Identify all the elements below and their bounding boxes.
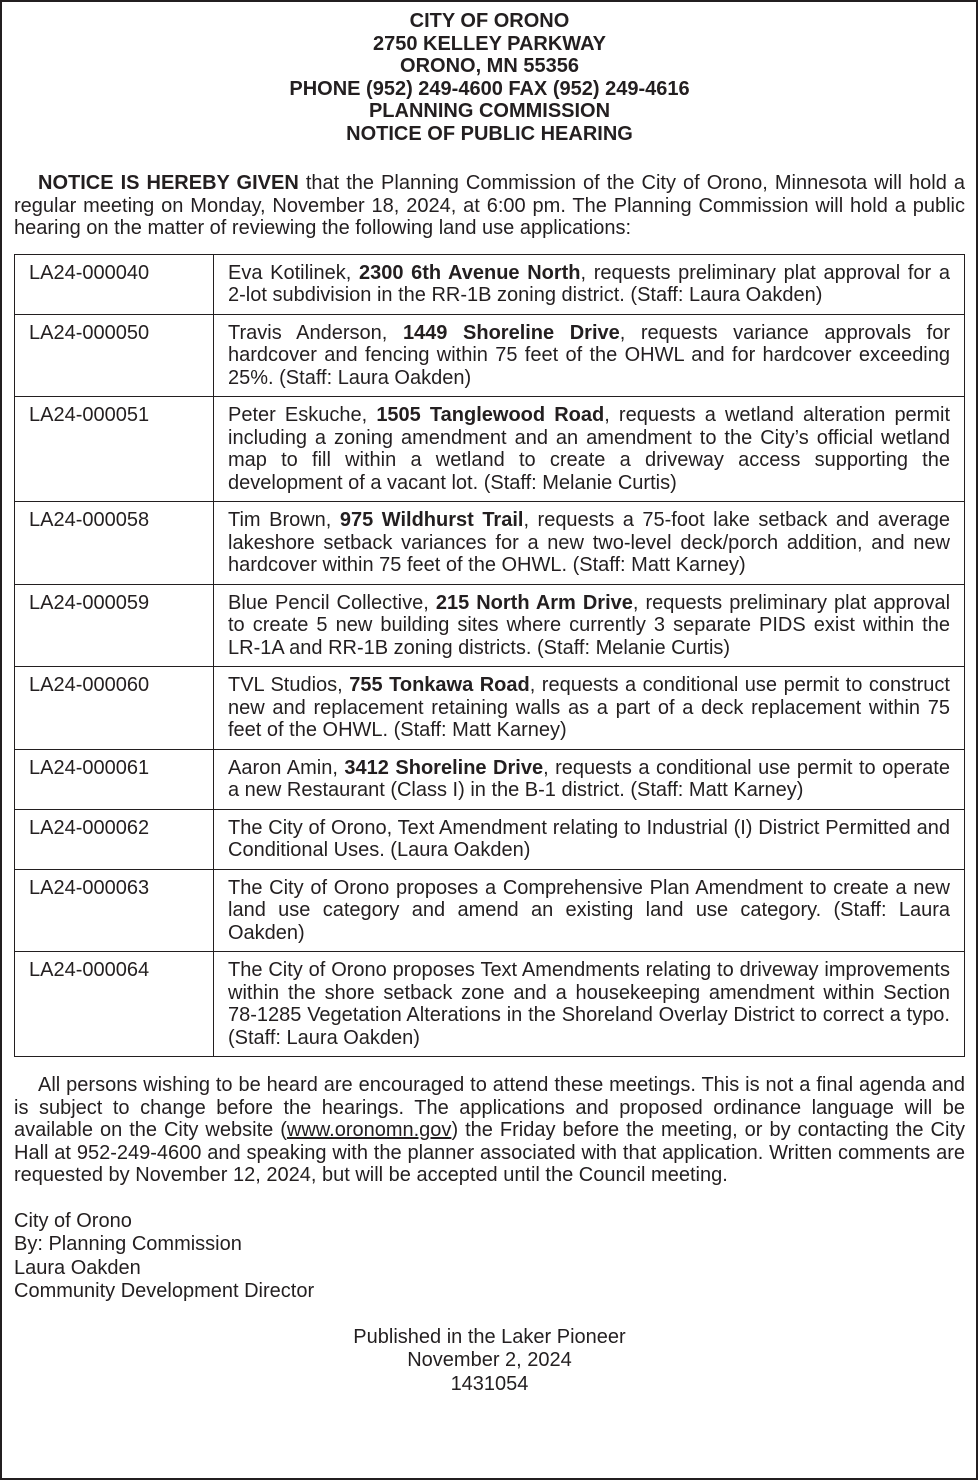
application-description <box>214 584 965 667</box>
request-text: , requests a wetland alteration permit including a zoning amendment and an amendment to the City’s official wetland map to fill within a wetland to create a driveway access supporting the development of a vacant lot. (Staff: Melanie Curtis) <box>228 404 951 494</box>
request-text: , requests preliminary plat approval to create 5 new building sites where currently 3 separate PIDS exist within the LR-1A and RR-1B zoning districts. (Staff: Melanie Curtis) <box>228 591 951 659</box>
closing-paragraph <box>14 1074 965 1187</box>
request-text: , requests variance approvals for hardcover and fencing within 75 feet of the OHWL and for hardcover exceeding 25%. (Staff: Laura Oakden) <box>228 321 950 389</box>
signature-line: City of Orono <box>14 1209 132 1232</box>
property-address: 1449 Shoreline Drive <box>402 321 620 344</box>
table-row <box>15 254 965 314</box>
property-address: 755 Tonkawa Road <box>349 674 530 696</box>
request-text: , requests a conditional use permit to construct new and replacement retaining walls as a part of a deck replacement within 75 feet of the OHWL. (Staff: Matt Karney) <box>228 674 950 741</box>
table-row <box>15 314 965 397</box>
signature-line: Community Development Director <box>14 1280 315 1302</box>
closing-text-start: All persons wishing to be heard are encouraged to attend these meetings. This is not a final agenda and is subject to change before the hearings. The applications and proposed ordinance language will be available on the City website ( <box>14 1074 965 1141</box>
application-description <box>214 749 965 809</box>
request-text: , requests a conditional use permit to operate a new Restaurant (Class I) in the B-1 district. (Staff: Matt Karney) <box>228 756 950 801</box>
application-id: LA24-000050 <box>15 314 214 397</box>
publication-name: Published in the Laker Pioneer <box>353 1325 626 1348</box>
application-id: LA24-000060 <box>15 667 214 750</box>
application-id: LA24-000064 <box>15 952 214 1057</box>
city-state-zip: ORONO, MN 55356 <box>400 55 579 77</box>
request-text: The City of Orono proposes Text Amendments relating to driveway improvements within the shore setback zone and a housekeeping amendment within Section 78-1285 Vegetation Alterations in the Shoreland Overlay District to correct a typo. (Staff: Laura Oakden) <box>228 959 950 1049</box>
street-address: 2750 KELLEY PARKWAY <box>372 32 607 55</box>
applicant-name: Eva Kotilinek, <box>228 261 359 284</box>
property-address: 3412 Shoreline Drive <box>344 756 544 779</box>
table-row <box>15 809 965 869</box>
application-description <box>214 869 965 952</box>
notice-header <box>14 10 965 145</box>
intro-text: that the Planning Commission of the City of Orono, Minnesota will hold a regular meeting on Monday, November 18, 2024, at 6:00 pm. The Planning Commission will hold a public hearing on the matter of reviewing the following land use applications: <box>14 172 965 239</box>
request-text: , requests preliminary plat approval for a 2-lot subdivision in the RR-1B zoning district. (Staff: Laura Oakden) <box>228 261 951 306</box>
application-id: LA24-000040 <box>15 254 214 314</box>
application-id: LA24-000061 <box>15 749 214 809</box>
table-row <box>15 502 965 585</box>
application-description <box>214 314 965 397</box>
phone-fax: PHONE (952) 249-4600 FAX (952) 249-4616 <box>289 77 690 100</box>
table-row <box>15 749 965 809</box>
request-text: , requests a 75-foot lake setback and average lakeshore setback variances for a new two-level deck/porch addition, and new hardcover within 75 feet of the OHWL. (Staff: Matt Karney) <box>228 509 951 576</box>
table-row <box>15 584 965 667</box>
applicant-name: Aaron Amin, <box>228 756 345 779</box>
city-name: CITY OF ORONO <box>409 10 570 32</box>
applications-table <box>14 254 965 1058</box>
application-description <box>214 952 965 1057</box>
notice-title: NOTICE OF PUBLIC HEARING <box>346 122 633 145</box>
closing-text-end: ) the Friday before the meeting, or by contacting the City Hall at 952-249-4600 and speaking with the planner associated with that application. Written comments are requested by November 12, 2024, but will be accepted until the Council meeting. <box>14 1119 965 1186</box>
signature-line: Laura Oakden <box>14 1256 141 1279</box>
intro-paragraph <box>14 172 965 240</box>
signature-line: By: Planning Commission <box>14 1233 242 1255</box>
table-row <box>15 952 965 1057</box>
application-description <box>214 809 965 869</box>
public-notice <box>14 10 965 1396</box>
application-id: LA24-000058 <box>15 502 214 585</box>
application-id: LA24-000051 <box>15 397 214 502</box>
commission-name: PLANNING COMMISSION <box>368 100 611 122</box>
table-row <box>15 667 965 750</box>
applicant-name: Tim Brown, <box>228 509 340 531</box>
publication-date: November 2, 2024 <box>407 1349 572 1371</box>
city-website-link[interactable]: www.oronomn.gov <box>286 1119 452 1141</box>
publication-number: 1431054 <box>450 1372 529 1395</box>
applicant-name: Travis Anderson, <box>228 321 403 344</box>
application-id: LA24-000059 <box>15 584 214 667</box>
applicant-name: Blue Pencil Collective, <box>228 591 436 614</box>
intro-lead: NOTICE IS HEREBY GIVEN <box>38 172 299 194</box>
property-address: 2300 6th Avenue North <box>358 261 581 284</box>
applicant-name: Peter Eskuche, <box>228 404 377 426</box>
request-text: The City of Orono proposes a Comprehensive Plan Amendment to create a new land use category and amend an existing land use category. (Staff: Laura Oakden) <box>228 876 950 944</box>
publication-info <box>14 1326 965 1397</box>
application-id: LA24-000063 <box>15 869 214 952</box>
property-address: 975 Wildhurst Trail <box>339 509 524 531</box>
property-address: 1505 Tanglewood Road <box>376 404 605 426</box>
request-text: The City of Orono, Text Amendment relating to Industrial (I) District Permitted and Conditional Uses. (Laura Oakden) <box>228 816 950 861</box>
application-description <box>214 254 965 314</box>
application-description <box>214 667 965 750</box>
applicant-name: TVL Studios, <box>228 674 350 696</box>
application-description <box>214 397 965 502</box>
signature-block <box>14 1210 965 1304</box>
table-row <box>15 869 965 952</box>
table-row <box>15 397 965 502</box>
application-id: LA24-000062 <box>15 809 214 869</box>
application-description <box>214 502 965 585</box>
property-address: 215 North Arm Drive <box>435 591 633 614</box>
